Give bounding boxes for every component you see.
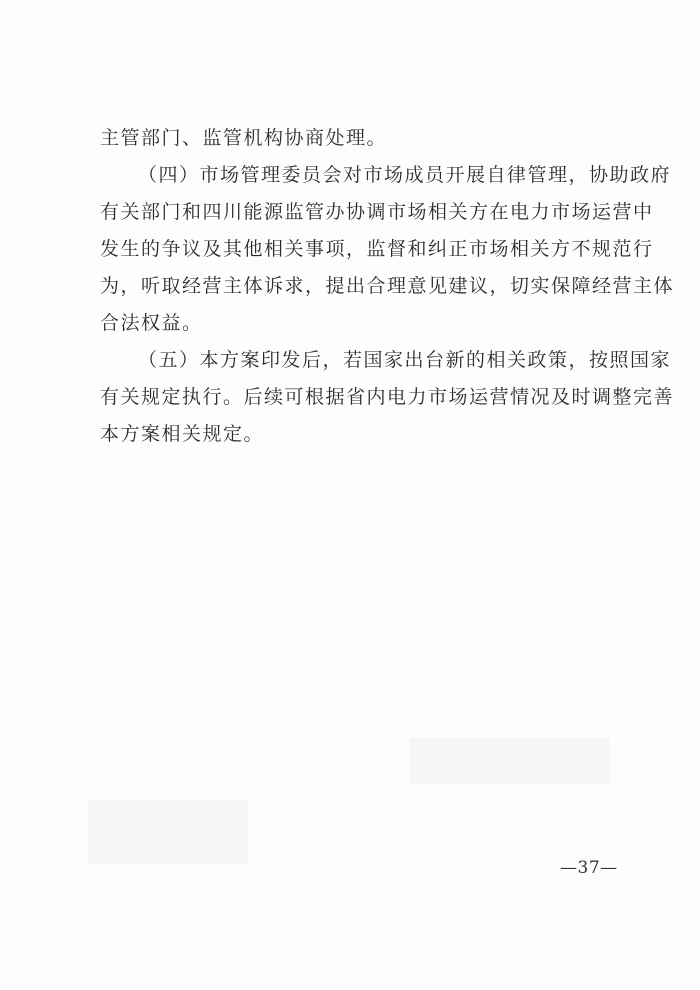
page-number: —37— [560, 858, 618, 878]
text-line: 主管部门、监管机构协商处理。 [100, 127, 388, 149]
text-line: （四）市场管理委员会对市场成员开展自律管理，协助政府 [138, 164, 672, 186]
text-line: （五）本方案印发后，若国家出台新的相关政策，按照国家 [138, 349, 672, 371]
text-line: 本方案相关规定。 [100, 423, 265, 445]
text-line: 发生的争议及其他相关事项，监督和纠正市场相关方不规范行 [100, 238, 654, 260]
scan-artifact [88, 800, 248, 864]
text-line: 合法权益。 [100, 312, 203, 334]
text-line: 为，听取经营主体诉求，提出合理意见建议，切实保障经营主体 [100, 275, 675, 297]
scan-artifact [410, 738, 610, 784]
document-body [100, 120, 675, 453]
text-line: 有关规定执行。后续可根据省内电力市场运营情况及时调整完善 [100, 386, 675, 408]
text-line: 有关部门和四川能源监管办协调市场相关方在电力市场运营中 [100, 201, 654, 223]
